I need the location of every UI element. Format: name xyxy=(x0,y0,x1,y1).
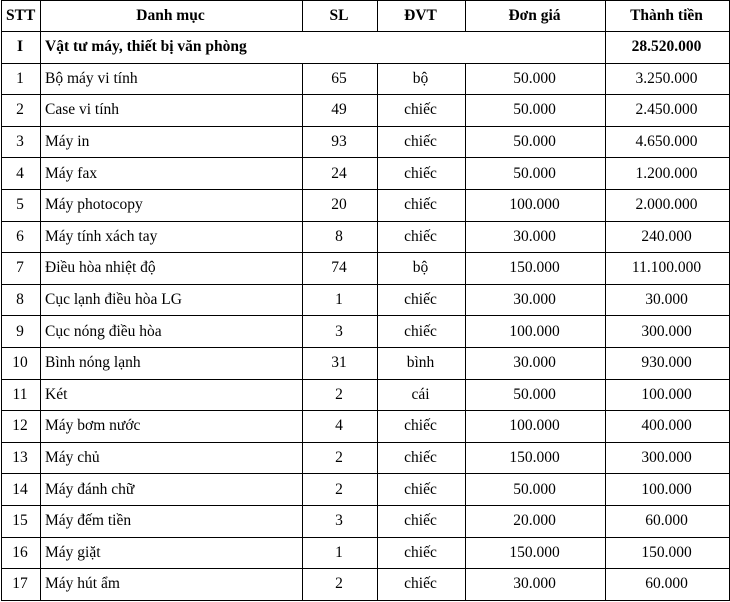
cell-don-gia: 150.000 xyxy=(466,442,606,474)
cell-thanh-tien: 3.250.000 xyxy=(606,63,730,95)
cell-stt: 16 xyxy=(2,537,41,569)
cell-stt: 5 xyxy=(2,189,41,221)
cell-thanh-tien: 2.450.000 xyxy=(606,95,730,127)
cell-dvt: chiếc xyxy=(378,537,466,569)
table-row xyxy=(2,63,730,95)
table-row xyxy=(2,253,730,285)
cell-danh-muc: Bộ máy vi tính xyxy=(41,63,303,95)
cell-don-gia: 50.000 xyxy=(466,63,606,95)
equipment-price-table xyxy=(1,0,730,601)
section-row xyxy=(2,32,730,64)
cell-dvt: chiếc xyxy=(378,505,466,537)
cell-sl: 20 xyxy=(303,189,378,221)
table-row xyxy=(2,316,730,348)
table-row xyxy=(2,158,730,190)
cell-thanh-tien: 2.000.000 xyxy=(606,189,730,221)
cell-don-gia: 30.000 xyxy=(466,284,606,316)
table-row xyxy=(2,474,730,506)
cell-sl: 1 xyxy=(303,284,378,316)
cell-dvt: cái xyxy=(378,379,466,411)
table-row xyxy=(2,537,730,569)
header-danh-muc: Danh mục xyxy=(41,1,303,32)
table-row xyxy=(2,347,730,379)
cell-dvt: chiếc xyxy=(378,284,466,316)
cell-danh-muc: Case vi tính xyxy=(41,95,303,127)
cell-thanh-tien: 60.000 xyxy=(606,569,730,601)
cell-thanh-tien: 930.000 xyxy=(606,347,730,379)
cell-stt: 13 xyxy=(2,442,41,474)
cell-stt: 8 xyxy=(2,284,41,316)
cell-danh-muc: Máy giặt xyxy=(41,537,303,569)
cell-danh-muc: Máy đếm tiền xyxy=(41,505,303,537)
cell-thanh-tien: 400.000 xyxy=(606,411,730,443)
cell-sl: 3 xyxy=(303,316,378,348)
cell-dvt: chiếc xyxy=(378,474,466,506)
cell-sl: 2 xyxy=(303,442,378,474)
cell-don-gia: 50.000 xyxy=(466,474,606,506)
cell-dvt: bộ xyxy=(378,253,466,285)
cell-dvt: chiếc xyxy=(378,411,466,443)
table-row xyxy=(2,442,730,474)
cell-danh-muc: Két xyxy=(41,379,303,411)
section-stt: I xyxy=(2,32,41,64)
cell-don-gia: 30.000 xyxy=(466,221,606,253)
table-row xyxy=(2,284,730,316)
cell-don-gia: 50.000 xyxy=(466,379,606,411)
cell-danh-muc: Bình nóng lạnh xyxy=(41,347,303,379)
cell-stt: 1 xyxy=(2,63,41,95)
cell-danh-muc: Điều hòa nhiệt độ xyxy=(41,253,303,285)
table-row xyxy=(2,95,730,127)
cell-thanh-tien: 240.000 xyxy=(606,221,730,253)
table-row xyxy=(2,221,730,253)
cell-thanh-tien: 4.650.000 xyxy=(606,126,730,158)
cell-stt: 3 xyxy=(2,126,41,158)
cell-don-gia: 100.000 xyxy=(466,411,606,443)
cell-thanh-tien: 1.200.000 xyxy=(606,158,730,190)
cell-dvt: bình xyxy=(378,347,466,379)
cell-sl: 8 xyxy=(303,221,378,253)
cell-don-gia: 30.000 xyxy=(466,569,606,601)
section-total: 28.520.000 xyxy=(606,32,730,64)
cell-sl: 65 xyxy=(303,63,378,95)
cell-sl: 2 xyxy=(303,474,378,506)
cell-thanh-tien: 300.000 xyxy=(606,442,730,474)
cell-thanh-tien: 100.000 xyxy=(606,474,730,506)
table-row xyxy=(2,126,730,158)
cell-sl: 1 xyxy=(303,537,378,569)
cell-stt: 4 xyxy=(2,158,41,190)
cell-stt: 10 xyxy=(2,347,41,379)
cell-danh-muc: Máy fax xyxy=(41,158,303,190)
cell-sl: 24 xyxy=(303,158,378,190)
cell-sl: 31 xyxy=(303,347,378,379)
cell-don-gia: 150.000 xyxy=(466,537,606,569)
cell-stt: 2 xyxy=(2,95,41,127)
cell-danh-muc: Cục nóng điều hòa xyxy=(41,316,303,348)
cell-danh-muc: Máy hút ẩm xyxy=(41,569,303,601)
cell-danh-muc: Máy in xyxy=(41,126,303,158)
cell-thanh-tien: 150.000 xyxy=(606,537,730,569)
table-row xyxy=(2,505,730,537)
cell-danh-muc: Máy tính xách tay xyxy=(41,221,303,253)
cell-stt: 11 xyxy=(2,379,41,411)
cell-don-gia: 20.000 xyxy=(466,505,606,537)
section-title: Vật tư máy, thiết bị văn phòng xyxy=(41,32,606,64)
cell-sl: 3 xyxy=(303,505,378,537)
cell-thanh-tien: 30.000 xyxy=(606,284,730,316)
cell-sl: 4 xyxy=(303,411,378,443)
cell-don-gia: 50.000 xyxy=(466,95,606,127)
cell-sl: 93 xyxy=(303,126,378,158)
table-header-row xyxy=(2,1,730,32)
cell-dvt: chiếc xyxy=(378,158,466,190)
table-row xyxy=(2,569,730,601)
cell-don-gia: 150.000 xyxy=(466,253,606,285)
header-thanh-tien: Thành tiền xyxy=(606,1,730,32)
header-dvt: ĐVT xyxy=(378,1,466,32)
cell-sl: 49 xyxy=(303,95,378,127)
cell-sl: 2 xyxy=(303,569,378,601)
cell-don-gia: 100.000 xyxy=(466,189,606,221)
cell-stt: 7 xyxy=(2,253,41,285)
cell-thanh-tien: 100.000 xyxy=(606,379,730,411)
header-sl: SL xyxy=(303,1,378,32)
cell-dvt: chiếc xyxy=(378,569,466,601)
cell-danh-muc: Máy photocopy xyxy=(41,189,303,221)
cell-stt: 9 xyxy=(2,316,41,348)
cell-dvt: chiếc xyxy=(378,189,466,221)
cell-dvt: chiếc xyxy=(378,442,466,474)
cell-don-gia: 100.000 xyxy=(466,316,606,348)
cell-stt: 6 xyxy=(2,221,41,253)
table-row xyxy=(2,189,730,221)
cell-don-gia: 50.000 xyxy=(466,158,606,190)
cell-thanh-tien: 11.100.000 xyxy=(606,253,730,285)
cell-danh-muc: Máy đánh chữ xyxy=(41,474,303,506)
cell-sl: 2 xyxy=(303,379,378,411)
cell-danh-muc: Máy chủ xyxy=(41,442,303,474)
cell-stt: 14 xyxy=(2,474,41,506)
cell-dvt: bộ xyxy=(378,63,466,95)
table-row xyxy=(2,411,730,443)
header-stt: STT xyxy=(2,1,41,32)
cell-dvt: chiếc xyxy=(378,221,466,253)
cell-don-gia: 50.000 xyxy=(466,126,606,158)
cell-stt: 12 xyxy=(2,411,41,443)
cell-thanh-tien: 60.000 xyxy=(606,505,730,537)
cell-sl: 74 xyxy=(303,253,378,285)
cell-dvt: chiếc xyxy=(378,95,466,127)
cell-stt: 15 xyxy=(2,505,41,537)
cell-dvt: chiếc xyxy=(378,126,466,158)
cell-danh-muc: Máy bơm nước xyxy=(41,411,303,443)
cell-danh-muc: Cục lạnh điều hòa LG xyxy=(41,284,303,316)
cell-stt: 17 xyxy=(2,569,41,601)
cell-dvt: chiếc xyxy=(378,316,466,348)
table-row xyxy=(2,379,730,411)
cell-thanh-tien: 300.000 xyxy=(606,316,730,348)
cell-don-gia: 30.000 xyxy=(466,347,606,379)
header-don-gia: Đơn giá xyxy=(466,1,606,32)
